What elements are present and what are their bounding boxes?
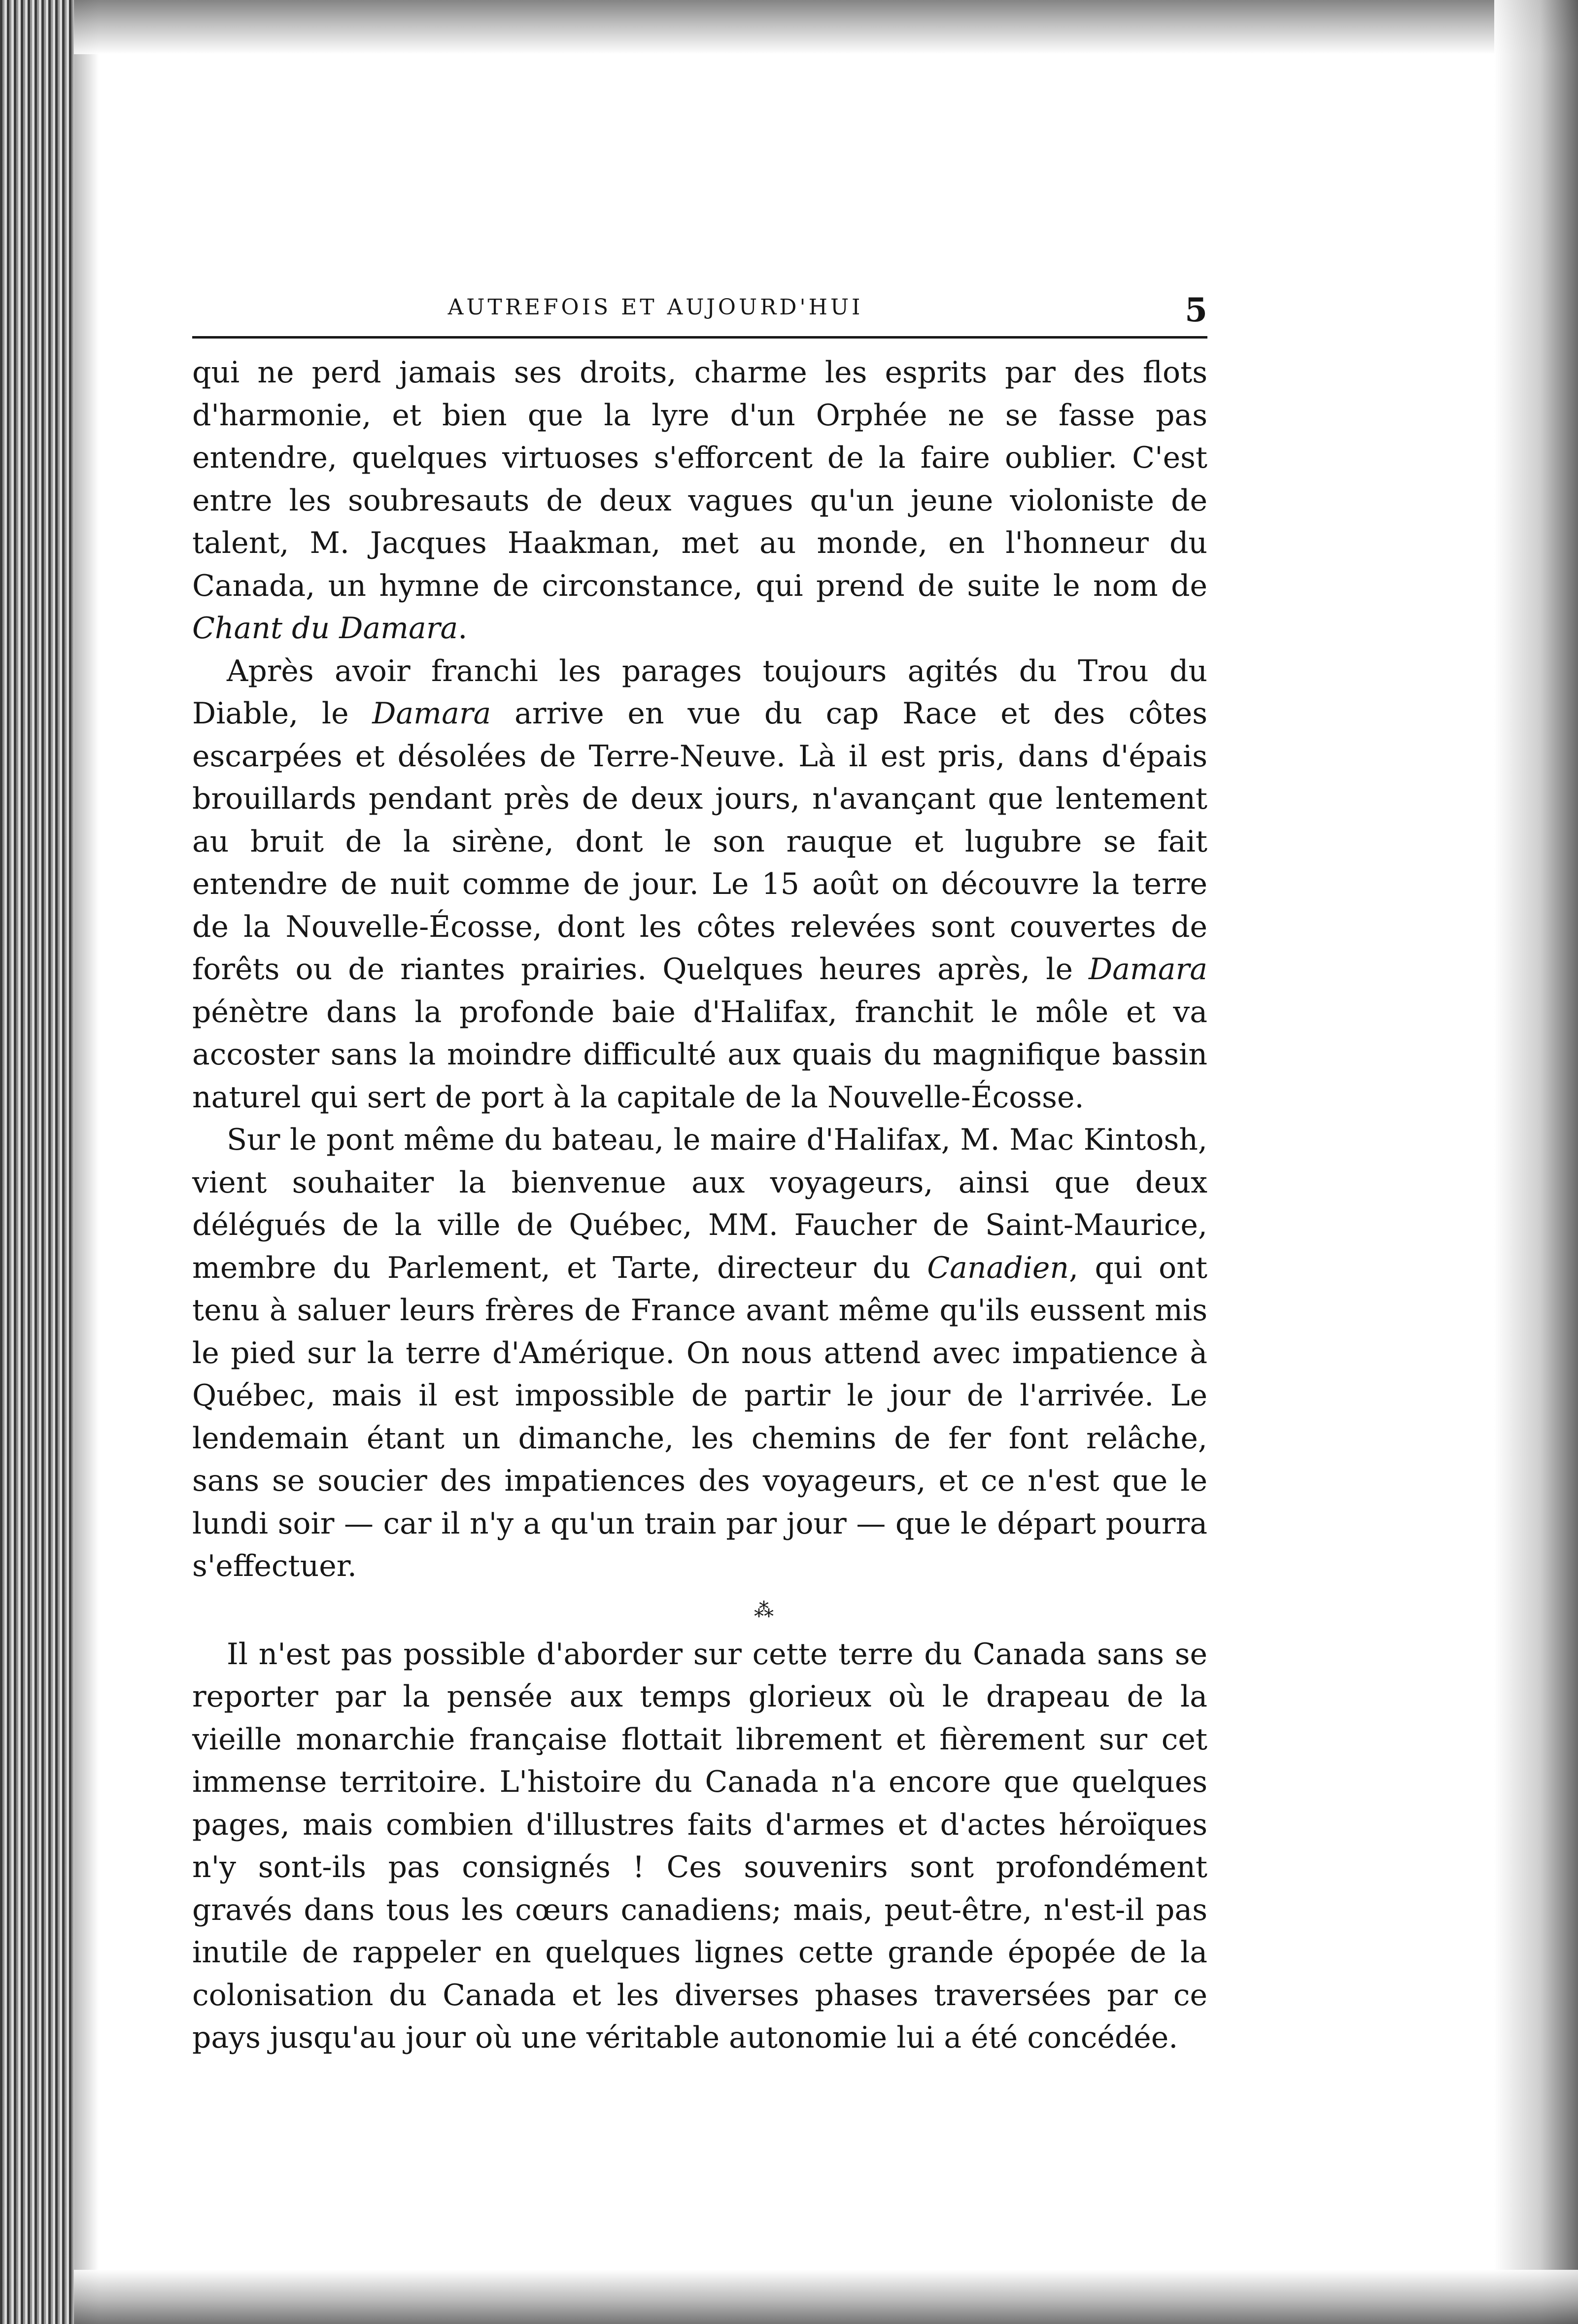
scan-edge-left-shadow	[74, 0, 99, 2324]
italic-text: Damara	[1089, 952, 1207, 987]
scan-edge-left	[0, 0, 74, 2324]
running-head-title: AUTREFOIS ET AUJOURD'HUI	[447, 295, 863, 320]
header-rule	[192, 336, 1207, 339]
text-run: Il n'est pas possible d'aborder sur cette terre du Canada sans se reporter par la pensée aux temps glorieux où le drapeau de la vieille monarchie française flottait librement et fièrement sur cet immense territoire. L'histoire du Canada n'a encore que quelques pages, mais combien d'illustres faits d'armes et d'actes héroïques n'y sont-ils pas consignés ! Ces souvenirs sont profondément gravés dans tous les cœurs canadiens; mais, peut-être, n'est-il pas inutile de rappeler en quelques lignes cette grande épopée de la colonisation du Canada et les diverses phases traversées par ce pays jusqu'au jour où une véritable autonomie lui a été concédée.	[192, 1637, 1207, 2055]
paragraph-1	[192, 351, 1207, 650]
text-run: pénètre dans la profonde baie d'Halifax, franchit le môle et va accoster sans la moindre difficulté aux quais du magnifique bassin naturel qui sert de port à la capitale de la Nouvelle-Écosse.	[192, 994, 1207, 1115]
italic-text: Chant du Damara	[192, 611, 458, 646]
text-run: , qui ont tenu à saluer leurs frères de France avant même qu'ils eussent mis le pied sur la terre d'Amérique. On nous attend avec impatience à Québec, mais il est impossible de partir le jour de l'arrivée. Le lendemain étant un dimanche, les chemins de fer font relâche, sans se soucier des impatiences des voyageurs, et ce n'est que le lundi soir — car il n'y a qu'un train par jour — que le départ pourra s'effectuer.	[192, 1250, 1208, 1583]
scan-edge-top	[74, 0, 1578, 54]
text-run: Après avoir franchi les parages toujours agités du Trou du Diable, le	[192, 653, 1207, 731]
scan-edge-bottom	[74, 2270, 1578, 2324]
page-number: 5	[1185, 291, 1207, 329]
text-run: .	[458, 611, 468, 646]
scan-edge-right	[1494, 0, 1578, 2324]
text-run: qui ne perd jamais ses droits, charme les esprits par des flots d'harmonie, et bien que la lyre d'un Orphée ne se fasse pas entendre, quelques virtuoses s'efforcent de la faire oublier. C'est entre les soubresauts de deux vagues qu'un jeune violoniste de talent, M. Jacques Haakman, met au monde, en l'honneur du Canada, un hymne de circonstance, qui prend de suite le nom de	[192, 355, 1207, 603]
section-separator: ⁂	[754, 1599, 774, 1622]
italic-text: Damara	[372, 696, 491, 731]
body-text	[192, 351, 1207, 2059]
paragraph-3	[192, 1119, 1207, 1588]
text-run: arrive en vue du cap Race et des côtes escarpées et désolées de Terre-Neuve. Là il est pris, dans d'épais brouillards pendant près de deux jours, n'avançant que lentement au bruit de la sirène, dont le son rauque et lugubre se fait entendre de nuit comme de jour. Le 15 août on découvre la terre de la Nouvelle-Écosse, dont les côtes relevées sont couvertes de forêts ou de riantes prairies. Quelques heures après, le	[192, 696, 1208, 987]
italic-text: Canadien	[927, 1250, 1069, 1285]
running-head	[192, 291, 1207, 330]
text-run: Sur le pont même du bateau, le maire d'Halifax, M. Mac Kintosh, vient souhaiter la bienvenue aux voyageurs, ainsi que deux délégués de la ville de Québec, MM. Faucher de Saint-Maurice, membre du Parlement, et Tarte, directeur du	[192, 1123, 1207, 1285]
paragraph-4	[192, 1633, 1207, 2059]
book-page	[192, 291, 1207, 2059]
paragraph-2	[192, 650, 1207, 1119]
